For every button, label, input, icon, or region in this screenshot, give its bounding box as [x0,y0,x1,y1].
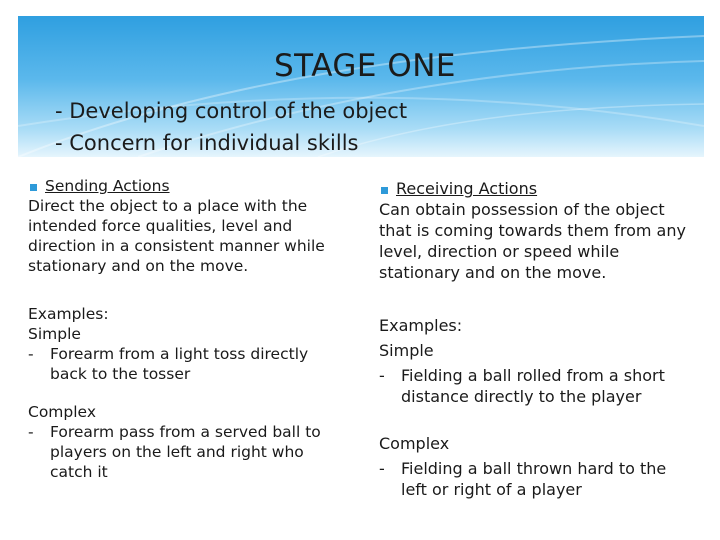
subtitle-line: - Developing control of the object [55,99,408,123]
receiving-heading-line [379,178,689,199]
receiving-examples-label: Examples: [379,316,463,335]
dash-marker: - [379,366,385,385]
subtitle-line: - Concern for individual skills [55,131,359,155]
sending-description: Direct the object to a place with the intended force qualities, level and direction in a consistent manner while stationary and on the move. [28,197,325,275]
receiving-description: Can obtain possession of the object that is coming towards them from any level, direction or speed while stationary and on the move. [379,200,686,282]
receiving-complex-item: Fielding a ball thrown hard to the left or right of a player [401,459,667,499]
square-bullet-icon [381,187,388,194]
sending-heading: Sending Actions [45,177,170,195]
sending-simple-label: Simple [28,325,81,343]
dash-marker: - [28,423,34,441]
page-subtitle [55,95,407,159]
sending-actions-column [28,176,343,482]
receiving-simple-item: Fielding a ball rolled from a short distance directly to the player [401,366,665,406]
receiving-complex-label: Complex [379,434,450,453]
sending-heading-line [28,176,343,196]
square-bullet-icon [30,184,37,191]
dash-marker: - [379,459,385,478]
page-title: STAGE ONE [273,48,456,84]
list-item [28,422,343,482]
sending-simple-item: Forearm from a light toss directly back to the tosser [50,345,309,383]
sending-examples-label: Examples: [28,305,109,323]
receiving-simple-label: Simple [379,341,434,360]
sending-complex-label: Complex [28,403,96,421]
receiving-actions-column [379,178,689,500]
list-item [379,365,689,407]
dash-marker: - [28,345,34,363]
sending-complex-item: Forearm pass from a served ball to players on the left and right who catch it [50,423,321,481]
list-item [379,458,689,500]
receiving-heading: Receiving Actions [396,179,538,198]
list-item [28,344,343,384]
